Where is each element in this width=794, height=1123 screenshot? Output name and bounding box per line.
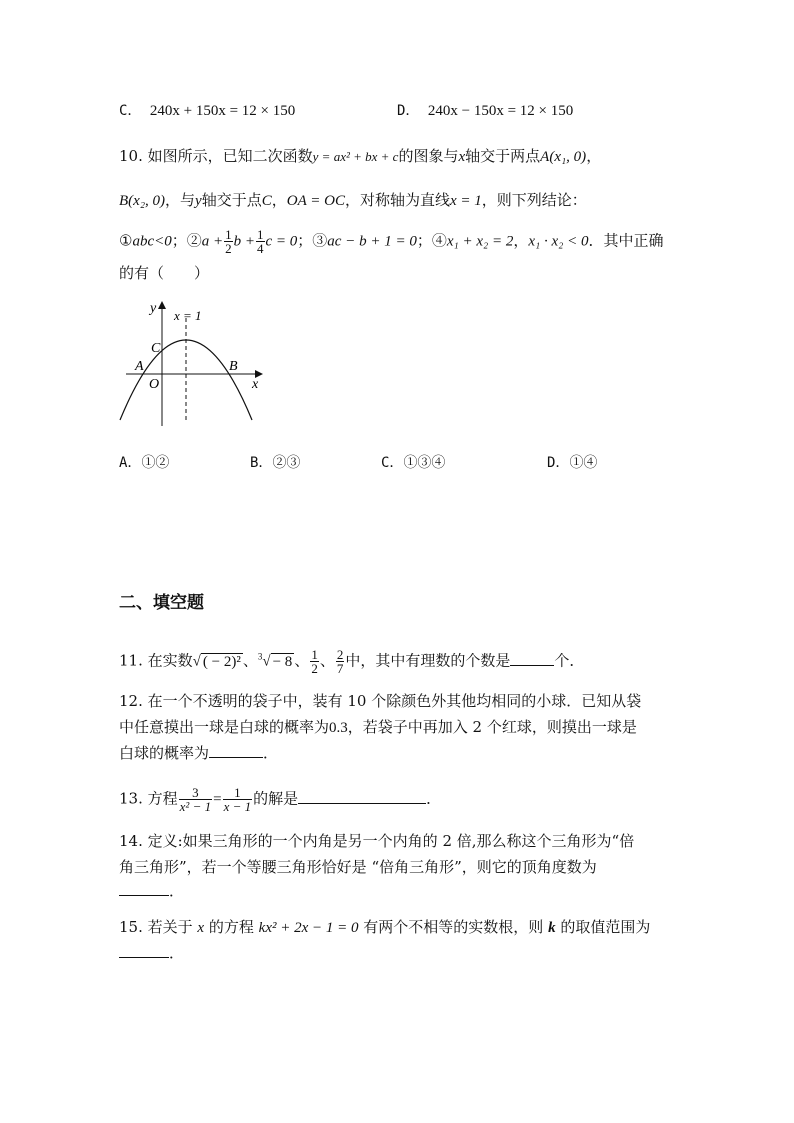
section-title: 二、填空题 xyxy=(119,593,204,613)
graph-label-b: B xyxy=(229,359,238,374)
q10-text: 的图象与 xyxy=(398,147,459,165)
q13-line: 13. 方程 $\frac{3}{\text{x² − 1}}$ = $\frac{1}{x - 1}$ 的解是 ． xyxy=(119,785,442,814)
q10-comma: ， xyxy=(586,147,602,165)
q11-number: 11. xyxy=(119,651,143,670)
graph-label-c: C xyxy=(151,341,161,356)
q14-line-1: 14. 定义:如果三角形的一个内角是另一个内角的 2 倍,那么称这个三角形为“倍 xyxy=(119,832,635,850)
q10-function: y = ax² + bx + c xyxy=(312,149,399,164)
q12-probability: 0.3 xyxy=(329,720,348,736)
q9-option-d-label: D． xyxy=(397,103,420,119)
q11-sep: 、 xyxy=(294,651,310,670)
q14-line-3: ． xyxy=(119,880,184,901)
q15-k-var: k xyxy=(548,920,556,936)
q15-line-1: 15. 若关于 x 的方程 kx² + 2x − 1 = 0 有两个不相等的实数根，则 k 的取值范围为 xyxy=(119,918,651,936)
q10-separator: ， xyxy=(513,231,529,250)
q10-option-c: C．①③④ xyxy=(381,455,446,471)
q13-answer-blank[interactable] xyxy=(298,789,426,804)
parabola-figure xyxy=(118,298,278,428)
q15-x-var: x xyxy=(197,920,205,936)
q11-line xyxy=(119,648,584,675)
graph-label-o: O xyxy=(149,377,160,392)
q13-number: 13. xyxy=(119,789,143,808)
q10-point-a: A(x₁, 0) xyxy=(540,149,587,165)
q12-line-3: 白球的概率为 ． xyxy=(119,744,279,762)
q11-root-index: 3 xyxy=(257,651,263,662)
q12-line-2: 中任意摸出一球是白球的概率为0.3，若袋子中再加入 2 个红球，则摸出一球是 xyxy=(119,718,637,736)
q10-option-a: A．①② xyxy=(119,455,170,471)
q10-option-d: D．①④ xyxy=(547,455,598,471)
q10-expr: a + xyxy=(201,233,224,250)
graph-label-y: y xyxy=(150,301,157,316)
sqrt-symbol: √ xyxy=(192,653,201,670)
q9-option-d-equation: 240x − 150x = 12 × 150 xyxy=(427,103,574,119)
graph-label-axis: x = 1 xyxy=(174,308,202,323)
q10-line-4 xyxy=(119,262,209,283)
q11-radicand-1: ( − 2)² xyxy=(202,653,241,670)
q10-number: 10. xyxy=(119,147,143,165)
q10-expr: c = 0 xyxy=(265,233,298,250)
q10-text: ，与 xyxy=(165,191,196,209)
q10-x-var: x xyxy=(458,149,466,165)
q10-text: 如图所示，已知二次函数 xyxy=(147,147,313,165)
fraction-half: $\frac{1}{2}$ xyxy=(225,227,232,256)
graph-label-x: x xyxy=(252,377,259,392)
q11-text: 中，其中有理数的个数是 xyxy=(345,651,511,670)
q15-equation: kx² + 2x − 1 = 0 xyxy=(258,920,359,936)
q10-y-var: y xyxy=(195,193,202,209)
q10-oa-oc: OA = OC xyxy=(286,193,345,209)
q10-conclusion-4-expr-2: x₁ · x₂ < 0 xyxy=(528,233,589,250)
q10-conclusion-4: ；④ xyxy=(416,231,447,250)
q15-line-2: ． xyxy=(119,942,184,963)
q11-radicand-2: − 8 xyxy=(272,653,293,670)
fraction-quarter: $\frac{1}{4}$ xyxy=(257,227,264,256)
q10-line-3 xyxy=(119,228,664,255)
cbrt-symbol: √ xyxy=(262,653,271,670)
q11-sep: 、 xyxy=(242,651,258,670)
q10-conclusion-3-expr: ac − b + 1 = 0 xyxy=(327,233,417,250)
q11-text: 个． xyxy=(554,651,585,670)
parabola-curve xyxy=(120,340,252,420)
q10-option-b: B．②③ xyxy=(250,455,301,471)
q10-conclusion-1: ① xyxy=(119,231,133,250)
q10-text: ，则下列结论： xyxy=(481,191,587,209)
q13-fraction-2: $\frac{1}{x - 1}$ xyxy=(223,785,252,814)
q9-option-c xyxy=(119,100,295,120)
q10-axis: x = 1 xyxy=(449,193,482,209)
q11-fraction-1: $\frac{1}{2}$ xyxy=(311,647,318,676)
q12-line-1: 12. 在一个不透明的袋子中，装有 10 个除颜色外其他均相同的小球．已知从袋 xyxy=(119,692,642,710)
q9-option-c-label: C． xyxy=(119,103,142,119)
q10-expr: b + xyxy=(233,233,255,250)
q10-text: ，对称轴为直线 xyxy=(344,191,450,209)
q10-text: 轴交于两点 xyxy=(465,147,541,165)
q15-answer-blank[interactable] xyxy=(119,943,169,958)
q9-option-c-equation: 240x + 150x = 12 × 150 xyxy=(149,103,296,119)
q14-answer-blank[interactable] xyxy=(119,881,169,896)
q14-line-2: 角三角形”，若一个等腰三角形恰好是 “倍角三角形”，则它的顶角度数为 xyxy=(119,858,597,876)
q11-text: 在实数 xyxy=(147,651,193,670)
q10-text: 轴交于点 xyxy=(201,191,262,209)
q11-fraction-2: $\frac{2}{7}$ xyxy=(336,647,344,676)
q10-conclusion-3: ；③ xyxy=(297,231,328,250)
y-axis-arrow xyxy=(158,301,166,309)
q10-line-1 xyxy=(119,145,601,166)
q13-fraction-1: $\frac{3}{\text{x² − 1}}$ xyxy=(179,785,212,814)
q10-point-c: C xyxy=(261,193,272,209)
q10-line-2 xyxy=(119,189,587,210)
q11-answer-blank[interactable] xyxy=(510,651,554,666)
q10-conclusion-4-expr-1: x₁ + x₂ = 2 xyxy=(446,233,514,250)
q10-text: ．其中正确 xyxy=(588,231,664,250)
q11-sep: 、 xyxy=(319,651,335,670)
q10-conclusion-2: ；② xyxy=(171,231,202,250)
graph-label-a: A xyxy=(135,359,144,374)
q9-option-d xyxy=(397,100,573,120)
q10-point-b: B(x₂, 0) xyxy=(119,193,166,209)
q10-text: 的有（ ） xyxy=(119,264,210,282)
q12-answer-blank[interactable] xyxy=(209,743,263,758)
q10-text: ， xyxy=(271,191,287,209)
q10-conclusion-1-expr: abc<0 xyxy=(132,233,172,250)
